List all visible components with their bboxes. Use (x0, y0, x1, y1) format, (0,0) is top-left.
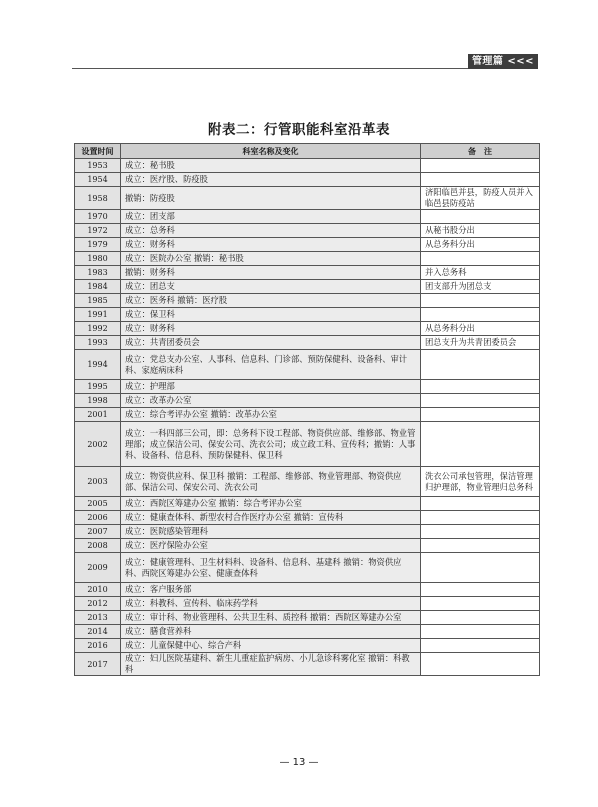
year-cell: 2005 (75, 497, 121, 511)
note-cell (421, 553, 540, 583)
table-row (75, 511, 540, 525)
note-cell (421, 625, 540, 639)
header-note: 备 注 (421, 144, 540, 159)
change-cell: 成立：妇儿医院基建科、新生儿重症监护病房、小儿急诊科雾化室 撤销：科教科 (121, 653, 421, 676)
note-cell (421, 173, 540, 187)
note-cell (421, 611, 540, 625)
change-cell: 成立：健康查体科、新型农村合作医疗办公室 撤销：宣传科 (121, 511, 421, 525)
year-cell: 2016 (75, 639, 121, 653)
change-cell: 成立：财务科 (121, 322, 421, 336)
change-cell: 成立：财务科 (121, 238, 421, 252)
year-cell: 1954 (75, 173, 121, 187)
change-cell: 成立：审计科、物业管理科、公共卫生科、质控科 撤销：西院区筹建办公室 (121, 611, 421, 625)
year-cell: 2010 (75, 583, 121, 597)
note-cell: 从总务科分出 (421, 322, 540, 336)
year-cell: 2017 (75, 653, 121, 676)
table-row (75, 639, 540, 653)
table-row (75, 408, 540, 422)
table-row (75, 539, 540, 553)
year-cell: 2009 (75, 553, 121, 583)
year-cell: 1979 (75, 238, 121, 252)
note-cell (421, 308, 540, 322)
table-row (75, 653, 540, 676)
year-cell: 1953 (75, 159, 121, 173)
change-cell: 成立：护理部 (121, 380, 421, 394)
change-cell: 撤销：防疫股 (121, 187, 421, 210)
note-cell (421, 497, 540, 511)
table-row (75, 611, 540, 625)
year-cell: 2008 (75, 539, 121, 553)
note-cell (421, 394, 540, 408)
change-cell: 成立：保卫科 (121, 308, 421, 322)
table-row (75, 280, 540, 294)
year-cell: 2006 (75, 511, 121, 525)
note-cell: 团总支升为共青团委员会 (421, 336, 540, 350)
change-cell: 成立：儿童保健中心、综合产科 (121, 639, 421, 653)
table-row (75, 525, 540, 539)
note-cell (421, 252, 540, 266)
year-cell: 1970 (75, 210, 121, 224)
year-cell: 2007 (75, 525, 121, 539)
table-title: 附表二：行管职能科室沿革表 (208, 122, 390, 138)
table-row (75, 467, 540, 497)
change-cell: 成立：综合考评办公室 撤销：改革办公室 (121, 408, 421, 422)
change-cell: 成立：西院区筹建办公室 撤销：综合考评办公室 (121, 497, 421, 511)
change-cell: 成立：科教科、宣传科、临床药学科 (121, 597, 421, 611)
table-row (75, 210, 540, 224)
change-cell: 成立：医院办公室 撤销：秘书股 (121, 252, 421, 266)
year-cell: 2012 (75, 597, 121, 611)
department-history-table (74, 143, 540, 676)
change-cell: 成立：党总支办公室、人事科、信息科、门诊部、预防保健科、设备科、审计科、家庭病床科 (121, 350, 421, 380)
change-cell: 成立：医务科 撤销：医疗股 (121, 294, 421, 308)
year-cell: 1993 (75, 336, 121, 350)
page-number: — 13 — (279, 757, 319, 768)
change-cell: 成立：团总支 (121, 280, 421, 294)
change-cell: 撤销：财务科 (121, 266, 421, 280)
note-cell (421, 159, 540, 173)
change-cell: 成立：改革办公室 (121, 394, 421, 408)
note-cell: 从秘书股分出 (421, 224, 540, 238)
change-cell: 成立：秘书股 (121, 159, 421, 173)
running-header (0, 52, 598, 72)
year-cell: 1992 (75, 322, 121, 336)
table-row (75, 238, 540, 252)
table-row (75, 553, 540, 583)
table-row (75, 322, 540, 336)
note-cell (421, 210, 540, 224)
table-row (75, 625, 540, 639)
note-cell (421, 639, 540, 653)
note-cell: 济阳临邑并县，防疫人员并入临邑县防疫站 (421, 187, 540, 210)
note-cell: 洗衣公司承包管理，保洁管理归护理部，物业管理归总务科 (421, 467, 540, 497)
table-row (75, 394, 540, 408)
table-row (75, 187, 540, 210)
note-cell (421, 380, 540, 394)
change-cell: 成立：共青团委员会 (121, 336, 421, 350)
year-cell: 1991 (75, 308, 121, 322)
table-row (75, 497, 540, 511)
header-change: 科室名称及变化 (121, 144, 421, 159)
note-cell: 从总务科分出 (421, 238, 540, 252)
section-tab: 管理篇 <<< (468, 54, 538, 69)
table-row (75, 294, 540, 308)
table-row (75, 350, 540, 380)
year-cell: 1980 (75, 252, 121, 266)
year-cell: 2002 (75, 422, 121, 467)
note-cell (421, 583, 540, 597)
note-cell (421, 350, 540, 380)
header-year: 设置时间 (75, 144, 121, 159)
change-cell: 成立：医疗保险办公室 (121, 539, 421, 553)
change-cell: 成立：团支部 (121, 210, 421, 224)
note-cell (421, 653, 540, 676)
year-cell: 1985 (75, 294, 121, 308)
table-row (75, 224, 540, 238)
year-cell: 2013 (75, 611, 121, 625)
table-row (75, 159, 540, 173)
year-cell: 2003 (75, 467, 121, 497)
note-cell (421, 511, 540, 525)
change-cell: 成立：医院感染管理科 (121, 525, 421, 539)
note-cell (421, 408, 540, 422)
table-row (75, 380, 540, 394)
table-header-row (75, 144, 540, 159)
year-cell: 2001 (75, 408, 121, 422)
note-cell (421, 597, 540, 611)
year-cell: 1972 (75, 224, 121, 238)
table-row (75, 597, 540, 611)
change-cell: 成立：一科四部三公司，即：总务科下设工程部、物资供应部、维修部、物业管理部；成立保洁公司、保安公司、洗衣公司；成立政工科、宣传科；撤销：人事科、设备科、信息科、预防保健科、保卫科 (121, 422, 421, 467)
change-cell: 成立：客户服务部 (121, 583, 421, 597)
note-cell (421, 525, 540, 539)
note-cell (421, 422, 540, 467)
year-cell: 1983 (75, 266, 121, 280)
note-cell (421, 294, 540, 308)
year-cell: 1994 (75, 350, 121, 380)
note-cell (421, 539, 540, 553)
year-cell: 1995 (75, 380, 121, 394)
table-row (75, 252, 540, 266)
table-row (75, 336, 540, 350)
year-cell: 1958 (75, 187, 121, 210)
change-cell: 成立：物资供应科、保卫科 撤销：工程部、维修部、物业管理部、物资供应部、保洁公司、保安公司、洗衣公司 (121, 467, 421, 497)
year-cell: 2014 (75, 625, 121, 639)
table-row (75, 583, 540, 597)
change-cell: 成立：医疗股、防疫股 (121, 173, 421, 187)
note-cell: 团支部升为团总支 (421, 280, 540, 294)
table-row (75, 266, 540, 280)
note-cell: 并入总务科 (421, 266, 540, 280)
change-cell: 成立：总务科 (121, 224, 421, 238)
change-cell: 成立：健康管理科、卫生材料科、设备科、信息科、基建科 撤销：物资供应科、西院区筹建办公室、健康查体科 (121, 553, 421, 583)
change-cell: 成立：膳食营养科 (121, 625, 421, 639)
year-cell: 1998 (75, 394, 121, 408)
table-row (75, 173, 540, 187)
table-row (75, 308, 540, 322)
year-cell: 1984 (75, 280, 121, 294)
table-row (75, 422, 540, 467)
